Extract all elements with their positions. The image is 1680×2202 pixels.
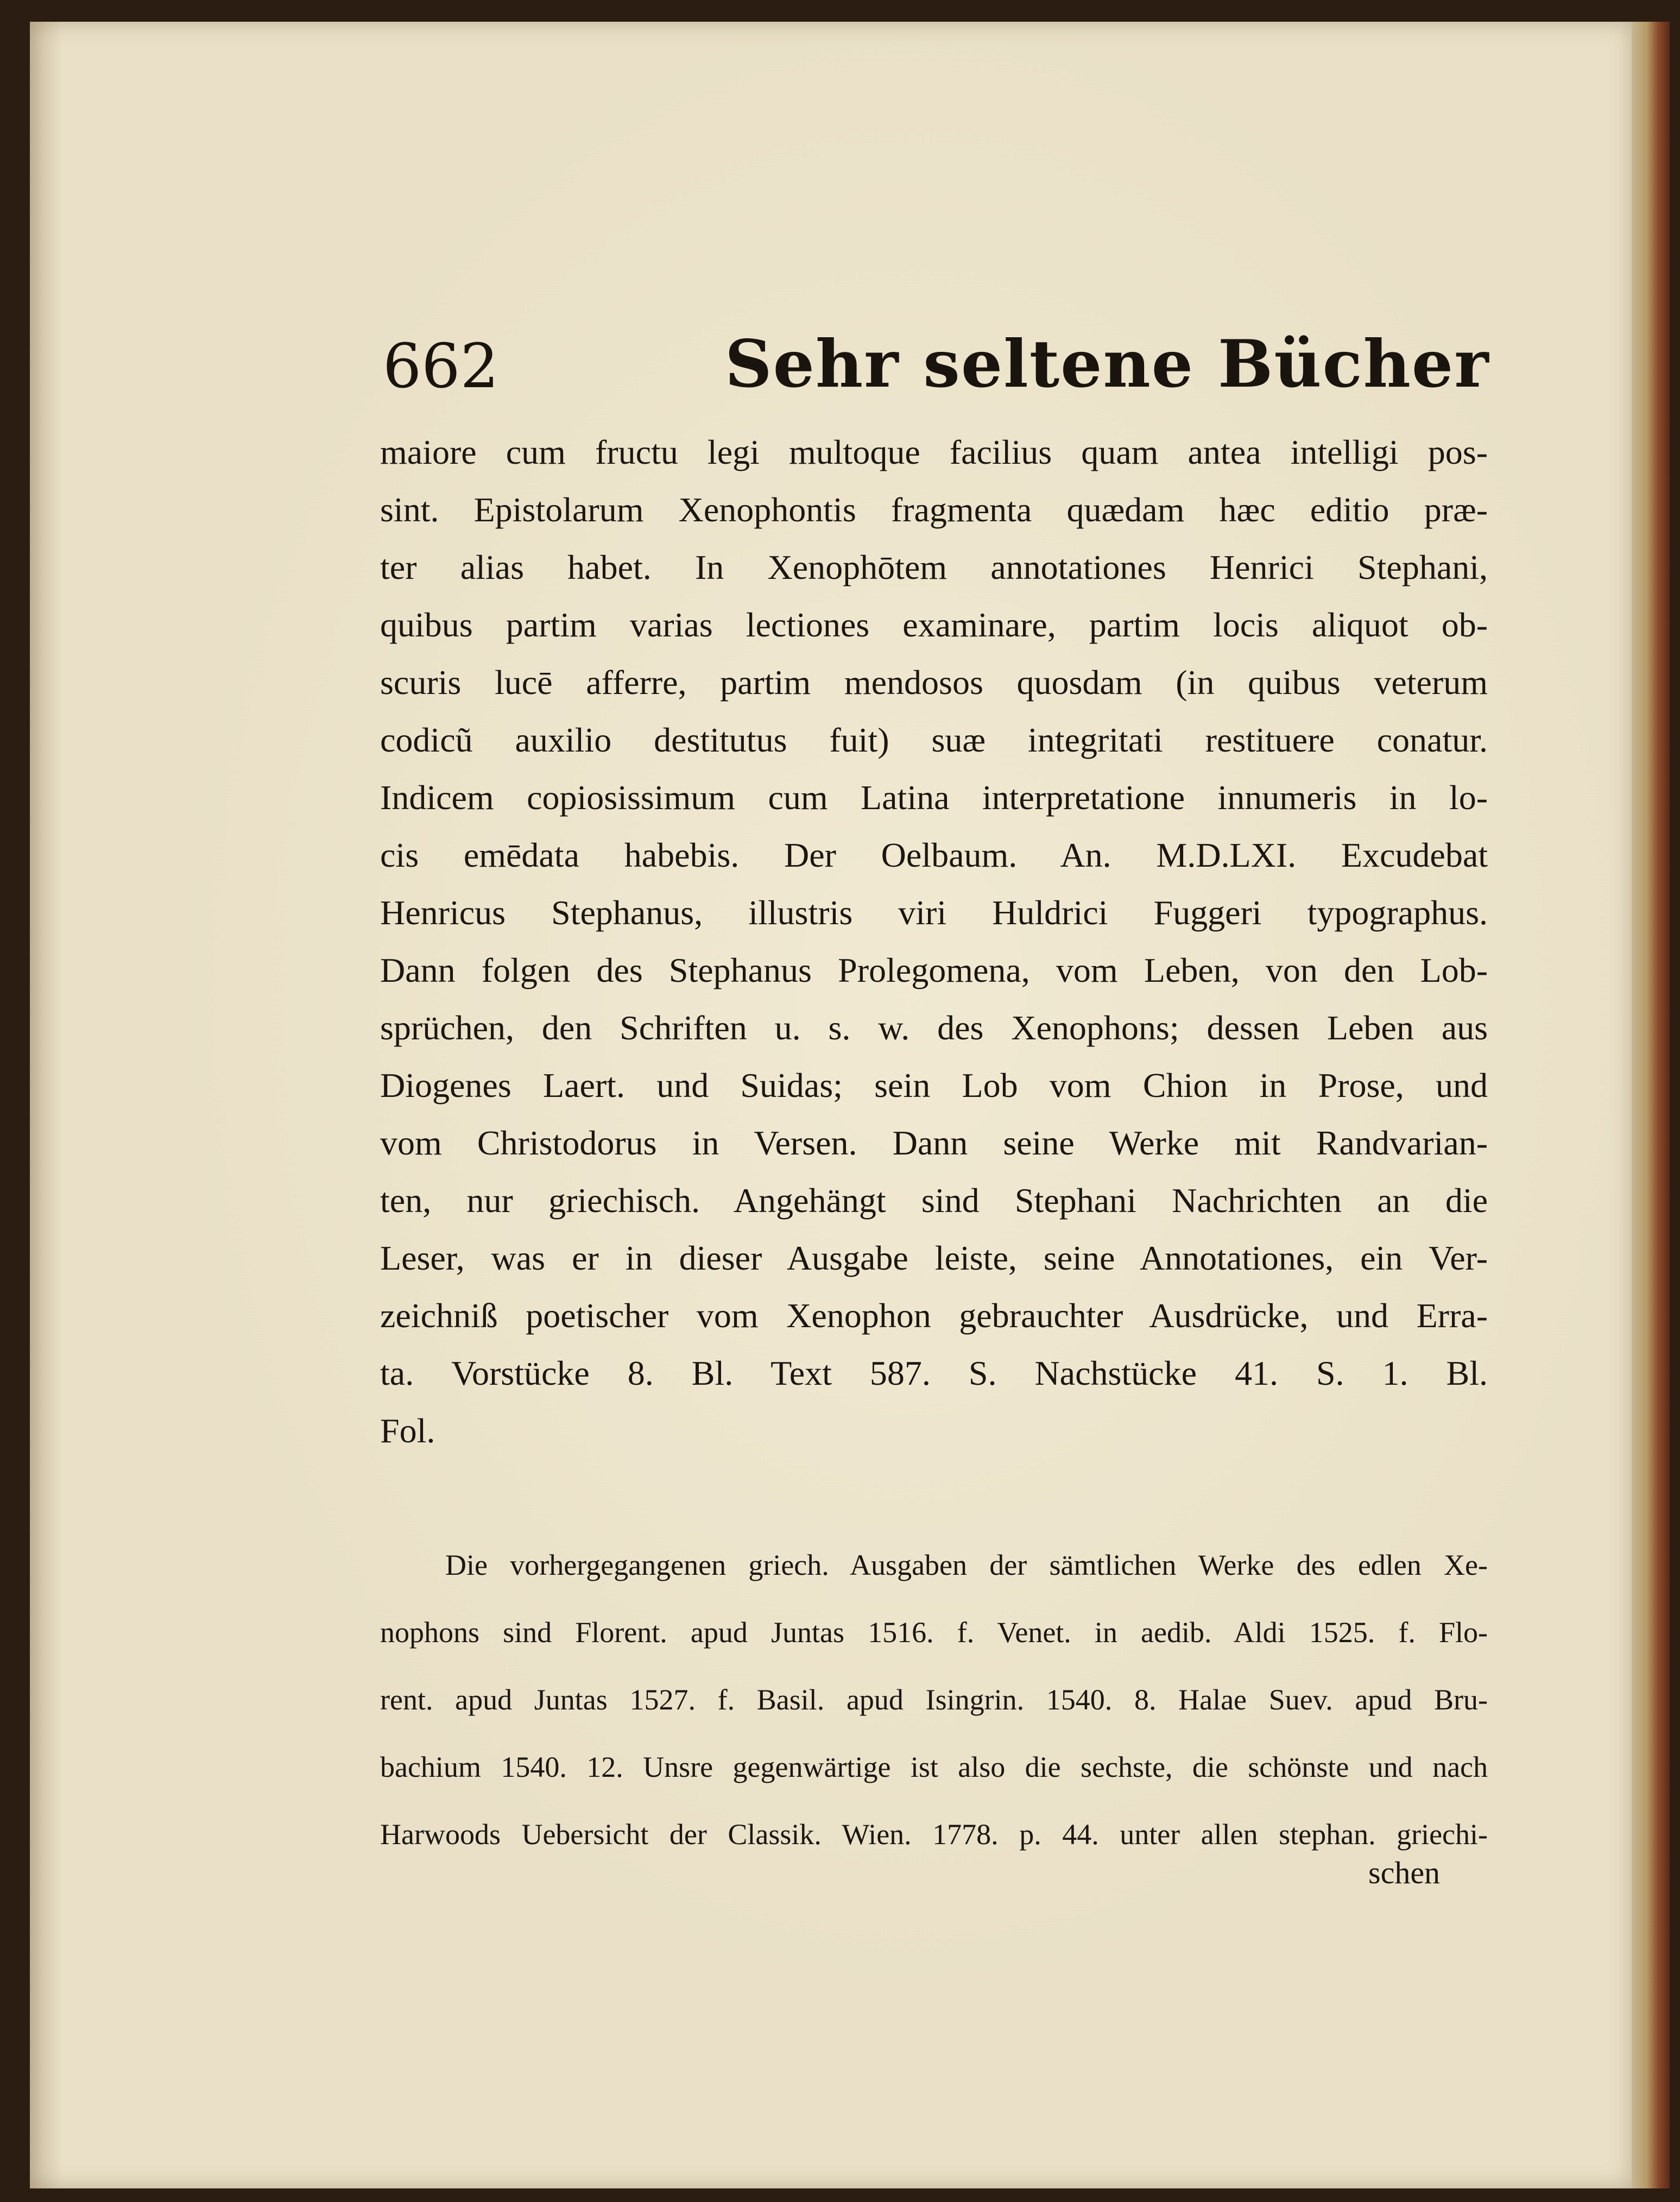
text-line: quibus partim varias lectiones examinare, partim locis aliquot ob- [380, 605, 1488, 644]
text-line: ter alias habet. In Xenophōtem annotationes Henrici Stephani, [380, 548, 1488, 586]
text-line: Dann folgen des Stephanus Prolegomena, vom Leben, von den Lob- [380, 951, 1488, 989]
page-edge [1632, 22, 1670, 2188]
text-line: Henricus Stephanus, illustris viri Huldrici Fuggeri typographus. [380, 893, 1488, 932]
text-line: cis emēdata habebis. Der Oelbaum. An. M.D.LXI. Excudebat [380, 836, 1488, 874]
text-line: maiore cum fructu legi multoque facilius quam antea intelligi pos- [380, 433, 1488, 471]
note-line: rent. apud Juntas 1527. f. Basil. apud Isingrin. 1540. 8. Halae Suev. apud Bru- [380, 1683, 1488, 1716]
text-line: Diogenes Laert. und Suidas; sein Lob vom Chion in Prose, und [380, 1066, 1488, 1105]
page-number: 662 [383, 331, 499, 402]
text-line: ten, nur griechisch. Angehängt sind Stephani Nachrichten an die [380, 1181, 1488, 1220]
note-line: nophons sind Florent. apud Juntas 1516. f. Venet. in aedib. Aldi 1525. f. Flo- [380, 1616, 1488, 1649]
main-text-block [380, 424, 1488, 1460]
text-line: scuris lucē afferre, partim mendosos quosdam (in quibus veterum [380, 663, 1488, 702]
note-line: Die vorhergegangenen griech. Ausgaben der sämtlichen Werke des edlen Xe- [445, 1549, 1488, 1581]
note-line: Harwoods Uebersicht der Classik. Wien. 1778. p. 44. unter allen stephan. griechi- [380, 1818, 1488, 1851]
text-line: zeichniß poetischer vom Xenophon gebrauchter Ausdrücke, und Erra- [380, 1296, 1488, 1335]
running-head [383, 326, 1496, 418]
text-line: Leser, was er in dieser Ausgabe leiste, seine Annotationes, ein Ver- [380, 1239, 1488, 1277]
text-line: codicũ auxilio destitutus fuit) suæ integritati restituere conatur. [380, 721, 1488, 759]
text-line: sprüchen, den Schriften u. s. w. des Xenophons; dessen Leben aus [380, 1008, 1488, 1047]
text-line: Fol. [380, 1411, 435, 1450]
text-line: Indicem copiosissimum cum Latina interpretatione innumeris in lo- [380, 778, 1488, 817]
note-text-block [380, 1531, 1488, 1868]
text-line: ta. Vorstücke 8. Bl. Text 587. S. Nachstücke 41. S. 1. Bl. [380, 1354, 1488, 1392]
note-line: bachium 1540. 12. Unsre gegenwärtige ist also die sechste, die schönste und nach [380, 1751, 1488, 1783]
text-line: vom Christodorus in Versen. Dann seine Werke mit Randvarian- [380, 1124, 1488, 1162]
catchword: schen [1368, 1855, 1441, 1890]
text-line: sint. Epistolarum Xenophontis fragmenta quædam hæc editio præ- [380, 490, 1488, 529]
page-title: Sehr seltene Bücher [725, 326, 1490, 402]
